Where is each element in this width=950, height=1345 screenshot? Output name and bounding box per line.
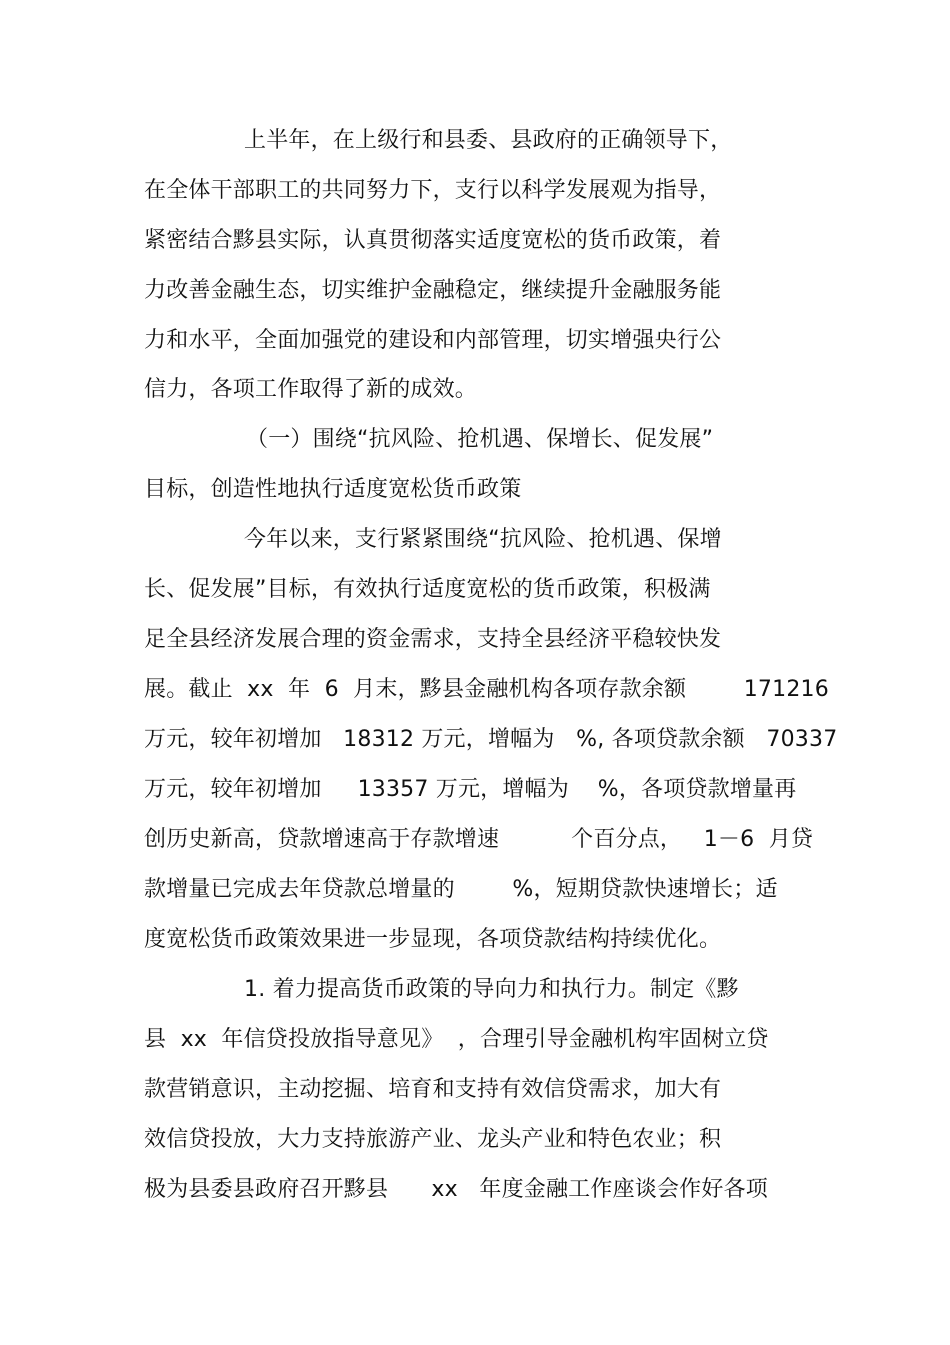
paragraph-line: 款营销意识，主动挖掘、培育和支持有效信贷需求，加大有 [144,1077,722,1102]
paragraph-line: 度宽松货币政策效果进一步显现，各项贷款结构持续优化。 [144,927,722,952]
paragraph-line: 展。截止 xx 年 6 月末，黟县金融机构各项存款余额 171216 [144,677,829,702]
paragraph-line: 万元，较年初增加 18312 万元，增幅为 %, 各项贷款余额 70337 [144,727,838,752]
section-heading-line: 目标，创造性地执行适度宽松货币政策 [144,477,522,502]
paragraph-line: 款增量已完成去年贷款总增量的 %，短期贷款快速增长；适 [144,877,778,902]
paragraph-line: 紧密结合黟县实际，认真贯彻落实适度宽松的货币政策，着 [144,228,722,253]
paragraph-line: 力改善金融生态，切实维护金融稳定，继续提升金融服务能 [144,278,722,303]
paragraph-line: 县 xx 年信贷投放指导意见》 ，合理引导金融机构牢固树立贷 [144,1027,769,1052]
paragraph-line: 极为县委县政府召开黟县 xx 年度金融工作座谈会作好各项 [144,1177,768,1202]
paragraph-line: 上半年，在上级行和县委、县政府的正确领导下， [244,128,733,153]
paragraph-line: 效信贷投放，大力支持旅游产业、龙头产业和特色农业；积 [144,1127,722,1152]
numbered-item-line: 1. 着力提高货币政策的导向力和执行力。制定《黟 [244,977,739,1002]
paragraph-line: 万元，较年初增加 13357 万元，增幅为 %，各项贷款增量再 [144,777,797,802]
paragraph-line: 今年以来，支行紧紧围绕“抗风险、抢机遇、保增 [244,527,722,552]
paragraph-line: 长、促发展”目标，有效执行适度宽松的货币政策，积极满 [144,577,711,602]
paragraph-line: 力和水平，全面加强党的建设和内部管理，切实增强央行公 [144,328,722,353]
paragraph-line: 信力，各项工作取得了新的成效。 [144,377,478,402]
section-heading-line: （一）围绕“抗风险、抢机遇、保增长、促发展” [246,427,714,452]
paragraph-line: 创历史新高，贷款增速高于存款增速 个百分点， 1－6 月贷 [144,827,814,852]
paragraph-line: 足全县经济发展合理的资金需求，支持全县经济平稳较快发 [144,627,722,652]
paragraph-line: 在全体干部职工的共同努力下，支行以科学发展观为指导， [144,178,722,203]
